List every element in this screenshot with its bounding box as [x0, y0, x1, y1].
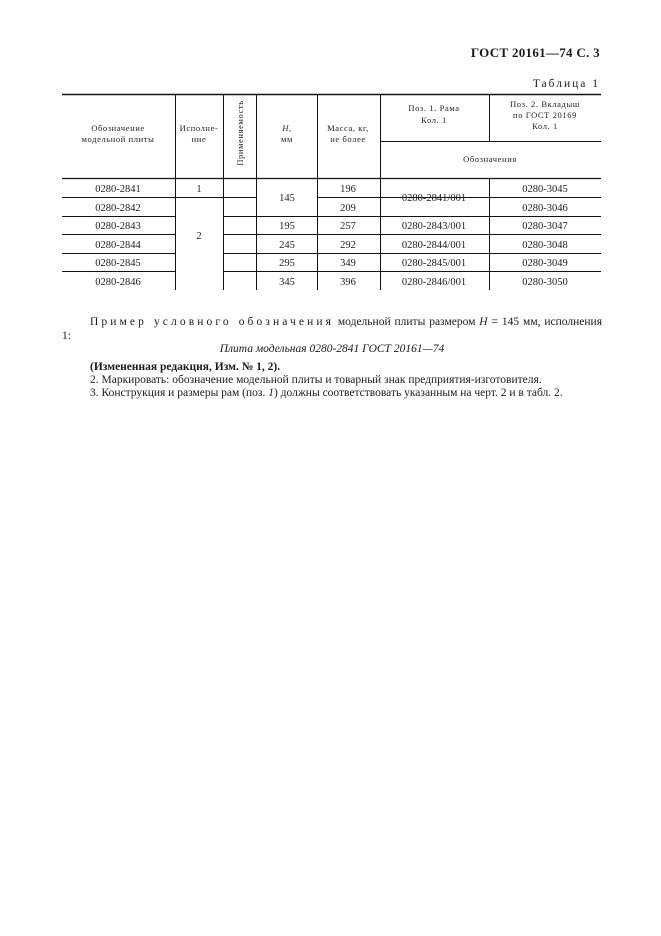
item-3-text-b: ) должны соответствовать указанным на черт. 2 и в табл. 2. [273, 387, 563, 399]
cell-h: 245 [279, 240, 295, 251]
cell-mass: 349 [340, 258, 356, 269]
cell-mass: 196 [340, 184, 356, 195]
cell-frame: 0280-2846/001 [401, 277, 467, 288]
cell-designation: 0280-2841 [95, 184, 141, 195]
amendment-note: (Измененная редакция, Изм. № 1, 2). [90, 361, 281, 373]
col-header-designation-2: модельной плиты [81, 134, 155, 144]
cell-frame: 0280-2844/001 [401, 240, 467, 251]
col-header-frame-1: Поз. 1. Рама [408, 103, 460, 113]
cell-h: 295 [279, 258, 295, 269]
example-paragraph [62, 315, 602, 343]
cell-h: 195 [279, 221, 295, 232]
cell-h: 145 [279, 193, 295, 204]
cell-insert: 0280-3045 [522, 184, 568, 195]
cell-designation: 0280-2846 [95, 277, 141, 288]
example-spaced-text: Пример условного обозначения [90, 316, 334, 328]
cell-designation: 0280-2845 [95, 258, 141, 269]
cell-mass: 292 [340, 240, 356, 251]
col-header-h-1: H, [282, 123, 292, 133]
cell-insert: 0280-3046 [522, 203, 568, 214]
cell-insert: 0280-3047 [522, 221, 568, 232]
cell-mass: 209 [340, 203, 356, 214]
table-caption: Таблица 1 [532, 78, 600, 90]
col-header-h-2: мм [281, 134, 293, 144]
col-header-designation-1: Обозначение [91, 123, 145, 133]
item-3-pos: 1 [268, 387, 274, 399]
cell-insert: 0280-3048 [522, 240, 568, 251]
example-h: H [479, 316, 488, 328]
page-header: ГОСТ 20161—74 С. 3 [470, 45, 600, 60]
cell-insert: 0280-3050 [522, 277, 568, 288]
item-3 [90, 387, 563, 399]
col-header-mass-2: не более [330, 134, 366, 144]
cell-frame: 0280-2841/001 [401, 193, 467, 204]
cell-version: 1 [196, 184, 202, 195]
example-designation: Плита модельная 0280-2841 ГОСТ 20161—74 [219, 343, 445, 355]
col-header-applicability: Применяемость [235, 100, 245, 166]
cell-mass: 257 [340, 221, 356, 232]
cell-h: 345 [279, 277, 295, 288]
cell-mass: 396 [340, 277, 356, 288]
example-text-a: модельной плиты размером [334, 316, 480, 328]
cell-version: 2 [196, 231, 202, 242]
col-header-frame-2: Кол. 1 [421, 115, 447, 125]
col-header-mass-1: Масса, кг, [327, 123, 369, 133]
col-header-insert-2: по ГОСТ 20169 [513, 110, 577, 120]
col-header-version-2: ние [191, 134, 207, 144]
col-header-version-1: Исполне- [179, 123, 219, 133]
example-text-b: = 145 мм, исполнения 1: [62, 316, 603, 342]
cell-designation: 0280-2842 [95, 203, 141, 214]
item-2: 2. Маркировать: обозначение модельной плиты и товарный знак предприятия-изготовителя. [90, 374, 542, 386]
col-header-insert-3: Кол. 1 [532, 121, 558, 131]
col-header-designations: Обозначения [463, 154, 517, 164]
cell-designation: 0280-2843 [95, 221, 141, 232]
col-header-insert-1: Поз. 2. Вкладыш [510, 99, 580, 109]
cell-designation: 0280-2844 [95, 240, 141, 251]
cell-insert: 0280-3049 [522, 258, 568, 269]
cell-frame: 0280-2845/001 [401, 258, 467, 269]
cell-frame: 0280-2843/001 [401, 221, 467, 232]
item-3-text-a: 3. Конструкция и размеры рам (поз. [90, 387, 269, 399]
